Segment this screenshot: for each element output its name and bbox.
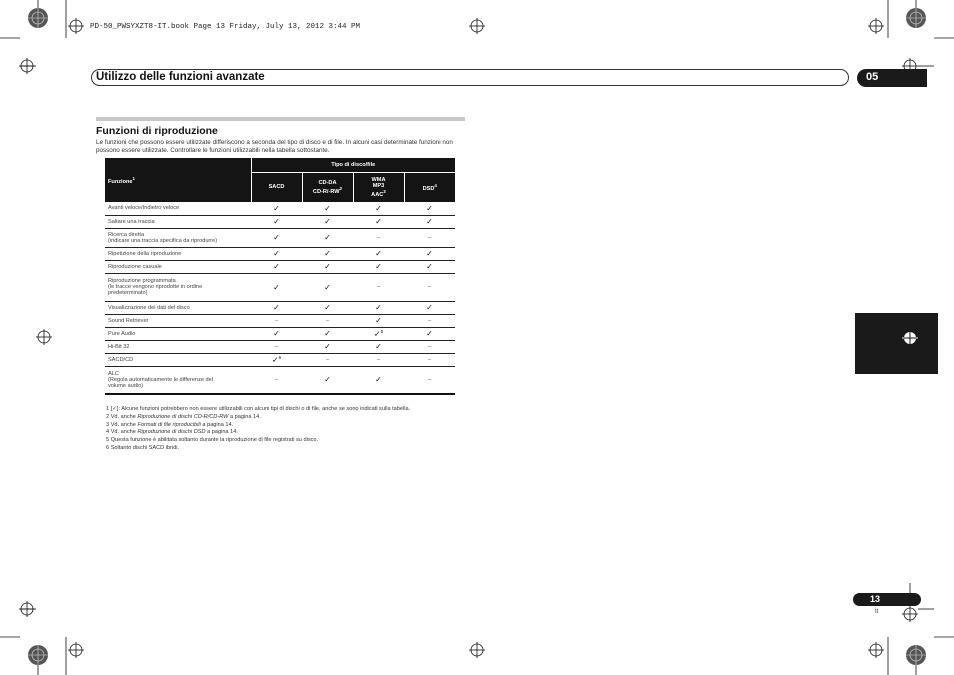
section-intro: Le funzioni che possono essere utilizzate differiscono a seconda del tipo di disco e di file. In alcuni casi determinate funzioni non possono essere utilizzate. Controllare le funzioni utilizzabili nella tabella sottostante. xyxy=(96,139,453,154)
dash-mark: – xyxy=(325,356,330,363)
corner-reg-circle-br xyxy=(906,645,926,665)
table-row xyxy=(105,228,455,247)
supported-check-cell xyxy=(302,202,353,215)
supported-check-cell xyxy=(353,215,404,228)
check-icon: ✓ xyxy=(273,217,280,226)
check-icon: ✓ xyxy=(324,329,331,338)
disc-type-column-header xyxy=(404,172,455,202)
dash-mark: – xyxy=(274,376,279,383)
footnote xyxy=(106,414,458,422)
table-row xyxy=(105,327,455,340)
supported-check-cell xyxy=(353,202,404,215)
check-icon: ✓ xyxy=(324,217,331,226)
supported-check-cell xyxy=(353,260,404,273)
disc-type-group-header: Tipo di disco/file xyxy=(251,158,455,172)
dash-mark: – xyxy=(325,317,330,324)
supported-check-cell xyxy=(251,260,302,273)
footnote-text: a pagina 14. xyxy=(228,413,261,420)
table-row xyxy=(105,260,455,273)
table-row xyxy=(105,340,455,353)
supported-check-cell xyxy=(251,215,302,228)
reg-target-tab-icon xyxy=(899,327,921,349)
corner-reg-circle-bl xyxy=(28,645,48,665)
supported-check-cell xyxy=(353,314,404,327)
column-header-line: WMA xyxy=(371,176,386,183)
footnote-reference: Riproduzione di dischi CD-R/CD-RW xyxy=(137,413,229,420)
footnote-text: a pagina 14. xyxy=(205,429,238,436)
column-header-line: CD-DA xyxy=(318,179,337,186)
function-name-cell xyxy=(105,314,251,327)
corner-reg-circle-tr xyxy=(906,8,926,28)
dash-mark: – xyxy=(376,356,381,363)
supported-check-cell xyxy=(353,366,404,394)
footnote-text: Vd. anche xyxy=(110,429,138,436)
unsupported-dash-cell xyxy=(353,273,404,301)
supported-check-cell xyxy=(404,202,455,215)
function-name-line: (Regola automaticamente le differenze del xyxy=(108,376,213,383)
footnote-reference: Formati di file riproducibili xyxy=(137,421,201,428)
column-header-line: MP3 xyxy=(372,182,385,189)
footnote-text: Soltanto dischi SACD ibridi. xyxy=(110,444,180,451)
check-icon: ✓ xyxy=(273,233,280,242)
check-icon: ✓ xyxy=(426,329,433,338)
footnote-number: 5 xyxy=(106,437,110,444)
function-name-line: Riproduzione programmata xyxy=(108,278,176,284)
unsupported-dash-cell xyxy=(353,228,404,247)
supported-check-cell xyxy=(353,301,404,314)
unsupported-dash-cell xyxy=(302,314,353,327)
check-icon: ✓ xyxy=(426,262,433,271)
check-icon: ✓ xyxy=(273,249,280,258)
function-name-line: Sound Retriever xyxy=(108,317,149,324)
column-header-line: DSD xyxy=(422,185,435,192)
function-name-cell xyxy=(105,340,251,353)
check-icon: ✓ xyxy=(375,203,382,213)
column-header-line: CD-R/-RW xyxy=(312,188,340,195)
table-row xyxy=(105,301,455,314)
dash-mark: – xyxy=(274,317,279,324)
footnote-text: a pagina 14. xyxy=(200,421,234,428)
table-row xyxy=(105,366,455,394)
check-icon: ✓ xyxy=(375,262,382,271)
function-name-line: Avanti veloce/Indietro veloce xyxy=(108,205,180,212)
footnote xyxy=(106,437,458,445)
check-icon: ✓ xyxy=(426,249,433,258)
check-icon: ✓ xyxy=(375,249,382,258)
dash-mark: – xyxy=(376,234,381,241)
unsupported-dash-cell xyxy=(251,314,302,327)
supported-check-cell xyxy=(353,340,404,353)
cell-note: 5 xyxy=(380,328,384,334)
table-row xyxy=(105,247,455,260)
unsupported-dash-cell xyxy=(404,353,455,366)
function-name-cell xyxy=(105,327,251,340)
check-icon: ✓ xyxy=(373,329,381,339)
dash-mark: – xyxy=(427,343,432,350)
supported-check-cell xyxy=(302,273,353,301)
function-name-line: (indicare una traccia specifica da riprodurre) xyxy=(108,237,218,244)
check-icon: ✓ xyxy=(273,262,280,271)
supported-check-cell xyxy=(251,301,302,314)
function-name-cell xyxy=(105,202,251,215)
footnote xyxy=(106,422,458,430)
check-icon: ✓ xyxy=(324,342,331,351)
column-header-note: 3 xyxy=(383,188,386,194)
check-icon: ✓ xyxy=(324,375,331,385)
function-name-line: Ripetizione della riproduzione xyxy=(108,250,182,257)
column-header-note: 4 xyxy=(434,182,437,188)
check-icon: ✓ xyxy=(324,233,331,242)
function-name-line: Ricerca diretta xyxy=(108,231,145,238)
supported-check-cell xyxy=(404,247,455,260)
dash-mark: – xyxy=(376,284,381,290)
function-name-cell xyxy=(105,366,251,394)
disc-type-column-header xyxy=(302,172,353,202)
table-row xyxy=(105,353,455,366)
function-name-cell xyxy=(105,215,251,228)
supported-check-cell xyxy=(251,202,302,215)
footnote-number: 6 xyxy=(106,444,110,451)
dash-mark: – xyxy=(274,343,279,350)
function-name-cell xyxy=(105,273,251,301)
check-icon: ✓ xyxy=(324,249,331,258)
disc-type-column-header xyxy=(251,172,302,202)
section-divider xyxy=(96,117,465,121)
footnote-text: Questa funzione è abilitata soltanto durante la riproduzione di file registrati su disco. xyxy=(110,437,319,444)
supported-check-cell xyxy=(302,215,353,228)
check-icon: ✓ xyxy=(375,217,382,226)
language-side-tab xyxy=(855,313,938,374)
reg-target-bl xyxy=(68,642,84,658)
function-name-line: predeterminato) xyxy=(108,290,148,296)
corner-reg-circle-tl xyxy=(28,8,48,28)
footnote-text: [✓]: Alcune funzioni potrebbero non essere utilizzabili con alcuni tipi di dischi o di file, anche se sono indicati sulla tabella. xyxy=(110,406,411,412)
unsupported-dash-cell xyxy=(251,340,302,353)
function-name-cell xyxy=(105,353,251,366)
reg-target-ll xyxy=(19,601,35,617)
supported-check-cell xyxy=(302,340,353,353)
supported-check-cell xyxy=(404,260,455,273)
footnote-text: Vd. anche xyxy=(110,421,138,428)
supported-check-cell xyxy=(353,247,404,260)
supported-check-cell xyxy=(302,260,353,273)
unsupported-dash-cell xyxy=(404,273,455,301)
supported-check-cell xyxy=(302,327,353,340)
language-label: Italiano xyxy=(838,336,852,384)
unsupported-dash-cell xyxy=(404,228,455,247)
supported-check-cell xyxy=(302,301,353,314)
check-icon: ✓ xyxy=(375,303,382,312)
function-name-cell xyxy=(105,301,251,314)
function-name-cell xyxy=(105,247,251,260)
print-info-line: PD-50_PWSYXZT8-IT.book Page 13 Friday, July 13, 2012 3:44 PM xyxy=(90,23,361,31)
supported-check-cell xyxy=(251,327,302,340)
footnote-text: Vd. anche xyxy=(110,413,138,420)
footnote xyxy=(106,406,458,414)
column-header-line: AAC xyxy=(371,191,384,198)
unsupported-dash-cell xyxy=(404,366,455,394)
function-name-line: SACD/CD xyxy=(108,356,134,363)
supported-check-cell xyxy=(251,353,302,366)
supported-check-cell xyxy=(404,301,455,314)
supported-check-cell xyxy=(251,247,302,260)
dash-mark: – xyxy=(427,356,432,363)
table-row xyxy=(105,273,455,301)
check-icon: ✓ xyxy=(273,303,280,312)
footnote xyxy=(106,429,458,437)
supported-check-cell xyxy=(404,215,455,228)
function-table xyxy=(105,158,455,395)
page-number-badge: 13 xyxy=(853,593,921,606)
check-icon: ✓ xyxy=(324,282,331,292)
supported-check-cell xyxy=(404,327,455,340)
check-icon: ✓ xyxy=(271,355,279,365)
table-row xyxy=(105,215,455,228)
supported-check-cell xyxy=(302,366,353,394)
table-row xyxy=(105,314,455,327)
footnote-reference: Riproduzione di dischi DSD xyxy=(137,429,206,436)
function-name-cell xyxy=(105,260,251,273)
check-icon: ✓ xyxy=(273,329,280,338)
footnote-number: 1 xyxy=(106,406,110,412)
footnote xyxy=(106,445,458,453)
reg-target-bm xyxy=(469,642,485,658)
function-name-line: (le tracce vengono riprodotte in ordine xyxy=(108,284,203,290)
function-name-line: Hi-Bit 32 xyxy=(108,343,130,350)
reg-target-tm xyxy=(469,18,485,34)
unsupported-dash-cell xyxy=(353,353,404,366)
function-name-line: Pure Audio xyxy=(108,330,136,337)
footnote-number: 3 xyxy=(106,421,110,428)
reg-target-tr xyxy=(868,18,884,34)
unsupported-dash-cell xyxy=(404,340,455,353)
section-title: Funzioni di riproduzione xyxy=(96,125,218,137)
column-header-line: SACD xyxy=(268,184,285,191)
page-language-code: It xyxy=(875,609,879,615)
unsupported-dash-cell xyxy=(251,366,302,394)
supported-check-cell xyxy=(251,273,302,301)
check-icon: ✓ xyxy=(375,316,382,325)
chapter-number-badge: 05 xyxy=(857,69,927,87)
function-name-line: ALC xyxy=(108,370,119,377)
disc-type-column-header xyxy=(353,172,404,202)
function-name-line: volume audio) xyxy=(108,382,144,389)
check-icon: ✓ xyxy=(426,217,433,226)
check-icon: ✓ xyxy=(273,203,280,213)
dash-mark: – xyxy=(427,284,432,290)
footnotes xyxy=(106,406,458,453)
check-icon: ✓ xyxy=(426,203,433,213)
cell-note: 6 xyxy=(278,354,282,360)
reg-target-br xyxy=(868,642,884,658)
check-icon: ✓ xyxy=(375,342,382,351)
dash-mark: – xyxy=(427,234,432,241)
dash-mark: – xyxy=(427,317,432,324)
function-name-line: Saltare una traccia xyxy=(108,218,155,225)
check-icon: ✓ xyxy=(375,375,382,385)
check-icon: ✓ xyxy=(273,282,280,292)
footnote-number: 2 xyxy=(106,413,110,420)
unsupported-dash-cell xyxy=(404,314,455,327)
reg-target-ul xyxy=(19,58,35,74)
function-name-line: Riproduzione casuale xyxy=(108,263,162,270)
table-row xyxy=(105,202,455,215)
reg-target-ml xyxy=(36,329,52,345)
check-icon: ✓ xyxy=(324,262,331,271)
footnote-number: 4 xyxy=(106,429,110,436)
reg-target-tl xyxy=(68,18,84,34)
dash-mark: – xyxy=(427,376,432,383)
function-column-header: Funzione$^1$ xyxy=(105,158,251,202)
check-icon: ✓ xyxy=(426,303,433,312)
unsupported-dash-cell xyxy=(302,353,353,366)
supported-check-cell xyxy=(251,228,302,247)
reg-target-lr xyxy=(902,606,918,622)
supported-check-cell xyxy=(302,228,353,247)
check-icon: ✓ xyxy=(324,203,331,213)
supported-check-cell xyxy=(302,247,353,260)
chapter-title: Utilizzo delle funzioni avanzate xyxy=(96,71,265,83)
function-name-line: Visualizzazione dei dati del disco xyxy=(108,304,190,311)
supported-check-cell xyxy=(353,327,404,340)
column-header-note: 2 xyxy=(339,185,343,191)
function-name-cell xyxy=(105,228,251,247)
check-icon: ✓ xyxy=(324,303,331,312)
